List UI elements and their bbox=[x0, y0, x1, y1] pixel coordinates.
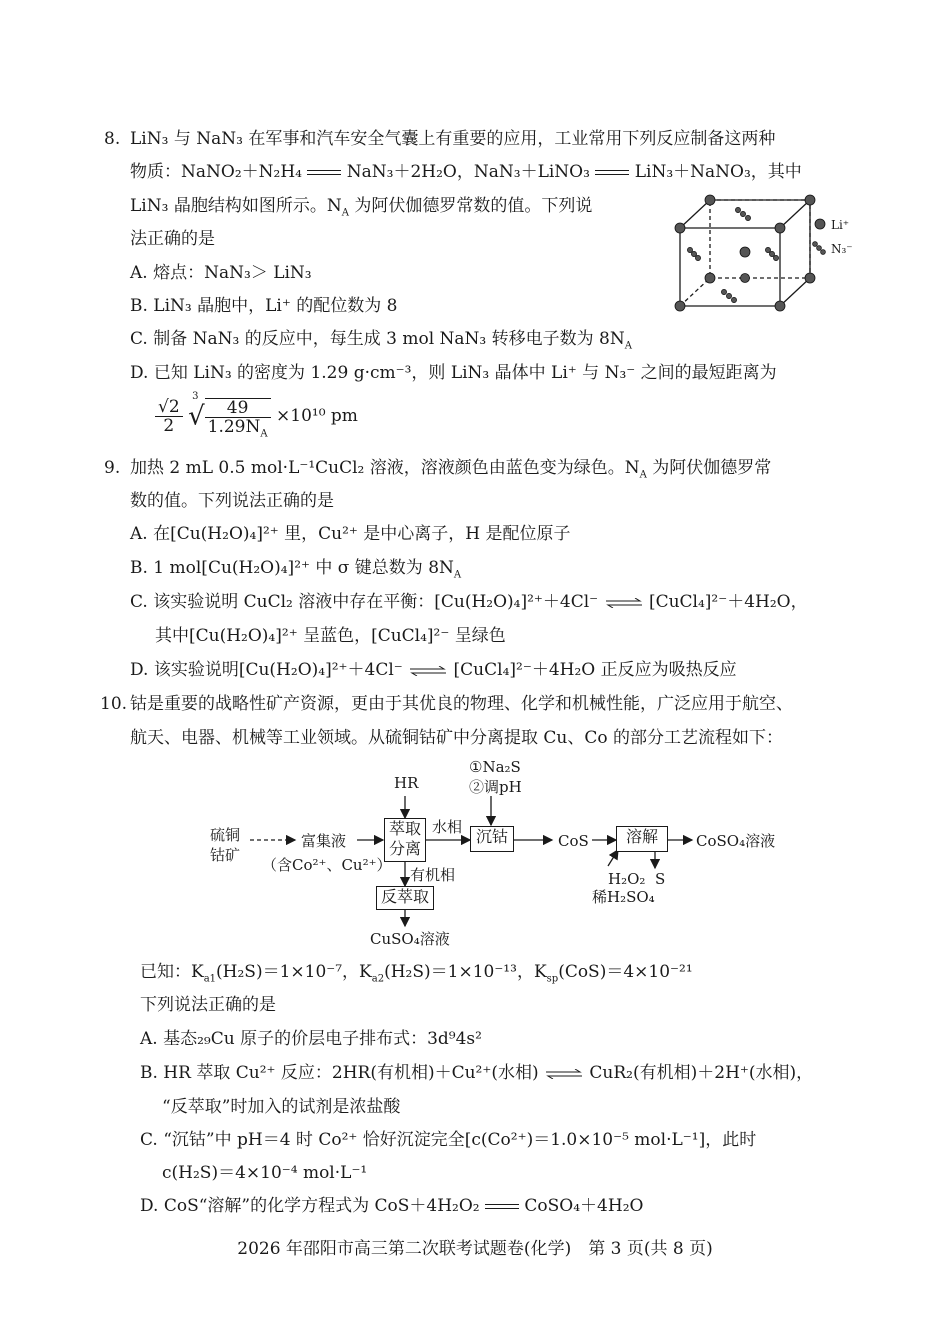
q10-stem-line1: 钴是重要的战略性矿产资源，更由于其优良的物理、化学和机械性能，广泛应用于航空、 bbox=[130, 694, 793, 714]
frac-den: 2 bbox=[163, 416, 175, 436]
known-text: (CoS)＝4×10⁻²¹ bbox=[558, 962, 693, 982]
q9-number: 9. bbox=[104, 458, 121, 478]
li-ion bbox=[741, 274, 750, 283]
frac-den: 1.29N bbox=[207, 416, 261, 437]
q8-option-d-tail: ×10¹⁰ pm bbox=[276, 406, 358, 426]
q9-stem-sub: A bbox=[639, 469, 647, 481]
q9-option-d bbox=[130, 658, 737, 682]
q10-option-b-line2: “反萃取”时加入的试剂是浓盐酸 bbox=[162, 1097, 401, 1117]
q8-eq1-left: 物质：NaNO₂＋N₂H₄ bbox=[130, 162, 302, 182]
q10-stem-line2: 航天、电器、机械等工业领域。从硫铜钴矿中分离提取 Cu、Co 的部分工艺流程如下： bbox=[130, 728, 784, 748]
q8-stem-line3-a: LiN₃ 晶胞结构如图所示。N bbox=[130, 196, 342, 216]
known-text: (H₂S)＝1×10⁻⁷，K bbox=[216, 962, 372, 982]
known-sub: a2 bbox=[371, 973, 385, 985]
q9-option-a: A. 在[Cu(H₂O)₄]²⁺ 里，Cu²⁺ 是中心离子，H 是配位原子 bbox=[130, 524, 571, 544]
q10-option-d-left: D. CoS“溶解”的化学方程式为 CoS＋4H₂O₂ bbox=[140, 1196, 480, 1216]
q9-option-c-right: [CuCl₄]²⁻＋4H₂O， bbox=[648, 592, 808, 612]
q10-option-b-line1 bbox=[140, 1061, 813, 1085]
li-ion bbox=[675, 301, 685, 311]
q10-number: 10. bbox=[100, 694, 128, 714]
q10-option-b-right: CuR₂(有机相)＋2H⁺(水相)， bbox=[589, 1063, 814, 1083]
q9-stem-text: 加热 2 mL 0.5 mol·L⁻¹CuCl₂ 溶液，溶液颜色由蓝色变为绿色。N bbox=[130, 458, 640, 478]
q9-option-b-sub: A bbox=[453, 569, 462, 581]
q8-option-d: D. 已知 LiN₃ 的密度为 1.29 g·cm⁻³，则 LiN₃ 晶体中 Li⁺ 与 N₃⁻ 之间的最短距离为 bbox=[130, 363, 777, 383]
q8-option-b: B. LiN₃ 晶胞中，Li⁺ 的配位数为 8 bbox=[130, 296, 398, 316]
q10-option-a: A. 基态₂₉Cu 原子的价层电子排布式：3d⁹4s² bbox=[140, 1029, 482, 1049]
q9-option-c-line2: 其中[Cu(H₂O)₄]²⁺ 呈蓝色，[CuCl₄]²⁻ 呈绿色 bbox=[155, 626, 506, 646]
q10-prompt: 下列说法正确的是 bbox=[140, 995, 276, 1015]
reagent-label-2: ②调pH bbox=[469, 778, 522, 796]
product-label: CoSO₄溶液 bbox=[696, 832, 776, 850]
ore-label-2: 钴矿 bbox=[210, 846, 241, 864]
h2o2-label: H₂O₂ bbox=[608, 870, 646, 888]
precipitate-cobalt-box: 沉钴 bbox=[470, 826, 514, 852]
q9-stem-line2: 数的值。下列说法正确的是 bbox=[130, 491, 334, 511]
equals-arrow bbox=[307, 169, 341, 177]
water-phase-label: 水相 bbox=[432, 818, 463, 836]
q9-option-d-left: D. 该实验说明[Cu(H₂O)₄]²⁺＋4Cl⁻ bbox=[130, 660, 403, 680]
q8-option-c bbox=[130, 327, 632, 351]
q10-option-c-line1: C. “沉钴”中 pH＝4 时 Co²⁺ 恰好沉淀完全[c(Co²⁺)＝1.0×10⁻⁵ mol·L⁻¹]，此时 bbox=[140, 1130, 757, 1150]
frac-num: 49 bbox=[205, 399, 271, 418]
q8-option-a: A. 熔点：NaN₃＞ LiN₃ bbox=[130, 263, 312, 283]
q8-stem-line2 bbox=[130, 160, 802, 184]
q10-option-d-right: CoSO₄＋4H₂O bbox=[524, 1196, 644, 1216]
q8-option-c-text: C. 制备 NaN₃ 的反应中，每生成 3 mol NaN₃ 转移电子数为 8N bbox=[130, 329, 625, 349]
q8-option-d-formula bbox=[155, 391, 358, 440]
li-ion bbox=[705, 195, 715, 205]
enriched-note: （含Co²⁺、Cu²⁺） bbox=[262, 856, 392, 874]
q10-known bbox=[140, 960, 693, 984]
ore-label-1: 硫铜 bbox=[210, 826, 241, 844]
cuso4-label: CuSO₄溶液 bbox=[370, 930, 450, 948]
li-ion bbox=[775, 301, 785, 311]
back-extract-box: 反萃取 bbox=[376, 886, 434, 910]
box-label: 萃取 bbox=[388, 819, 421, 838]
q8-option-c-sub: A bbox=[624, 340, 632, 352]
sulfur-label: S bbox=[655, 870, 666, 888]
cube-root-icon: √ bbox=[188, 401, 205, 432]
hr-label: HR bbox=[394, 774, 419, 792]
crystal-cell-figure bbox=[660, 188, 860, 318]
q9-option-b bbox=[130, 556, 461, 580]
q9-option-b-text: B. 1 mol[Cu(H₂O)₄]²⁺ 中 σ 键总数为 8N bbox=[130, 558, 454, 578]
q8-stem-line4: 法正确的是 bbox=[130, 229, 215, 249]
root-index: 3 bbox=[192, 391, 199, 403]
li-ion bbox=[675, 223, 685, 233]
q9-option-d-right: [CuCl₄]²⁻＋4H₂O 正反应为吸热反应 bbox=[453, 660, 737, 680]
fraction-49-over-density bbox=[205, 397, 271, 440]
q9-stem-line1 bbox=[130, 456, 771, 480]
q8-eq2-right: LiN₃＋NaNO₃，其中 bbox=[634, 162, 802, 182]
frac-den-sub: A bbox=[260, 428, 268, 440]
known-sub: a1 bbox=[203, 973, 217, 985]
dissolve-box: 溶解 bbox=[616, 826, 668, 852]
li-ion bbox=[740, 247, 750, 257]
frac-num: √2 bbox=[155, 398, 183, 417]
q8-stem-line3-sub: A bbox=[341, 207, 349, 219]
q10-option-b-left: B. HR 萃取 Cu²⁺ 反应：2HR(有机相)＋Cu²⁺(水相) bbox=[140, 1063, 539, 1083]
q9-option-c-left: C. 该实验说明 CuCl₂ 溶液中存在平衡：[Cu(H₂O)₄]²⁺＋4Cl⁻ bbox=[130, 592, 599, 612]
known-text: 已知：K bbox=[140, 962, 204, 982]
known-text: (H₂S)＝1×10⁻¹³，K bbox=[384, 962, 547, 982]
known-sub: sp bbox=[546, 973, 559, 985]
enriched-label: 富集液 bbox=[301, 832, 347, 850]
equals-arrow bbox=[485, 1203, 519, 1211]
equilibrium-arrow-icon bbox=[544, 1069, 584, 1079]
q8-number: 8. bbox=[104, 129, 121, 149]
box-label: 分离 bbox=[388, 839, 421, 858]
q9-option-c-line1 bbox=[130, 590, 808, 614]
equals-arrow bbox=[595, 169, 629, 177]
legend-n3-label: N₃⁻ bbox=[831, 242, 853, 256]
cos-label: CoS bbox=[558, 832, 589, 850]
q8-stem-line3 bbox=[130, 194, 592, 218]
li-ion bbox=[805, 195, 815, 205]
li-ion bbox=[775, 223, 785, 233]
fraction-sqrt2-over-2 bbox=[155, 398, 183, 435]
q8-eq1-right: NaN₃＋2H₂O，NaN₃＋LiNO₃ bbox=[346, 162, 590, 182]
h2so4-label: 稀H₂SO₄ bbox=[592, 888, 655, 906]
page-footer: 2026 年邵阳市高三第二次联考试题卷(化学) 第 3 页(共 8 页) bbox=[237, 1239, 713, 1259]
q10-option-c-line2: c(H₂S)＝4×10⁻⁴ mol·L⁻¹ bbox=[162, 1163, 368, 1183]
equilibrium-arrow-icon bbox=[604, 598, 644, 608]
legend-li-label: Li⁺ bbox=[831, 218, 850, 232]
q8-stem-line1: LiN₃ 与 NaN₃ 在军事和汽车安全气囊上有重要的应用，工业常用下列反应制备这两种 bbox=[130, 129, 776, 149]
li-ion bbox=[805, 273, 815, 283]
q10-option-d bbox=[140, 1194, 643, 1218]
reagent-label-1: ①Na₂S bbox=[469, 758, 521, 776]
q9-stem-text-b: 为阿伏伽德罗常 bbox=[646, 458, 772, 478]
q8-stem-line3-b: 为阿伏伽德罗常数的值。下列说 bbox=[348, 196, 593, 216]
li-ion bbox=[705, 273, 715, 283]
organic-phase-label: 有机相 bbox=[410, 866, 456, 884]
equilibrium-arrow-icon bbox=[408, 666, 448, 676]
